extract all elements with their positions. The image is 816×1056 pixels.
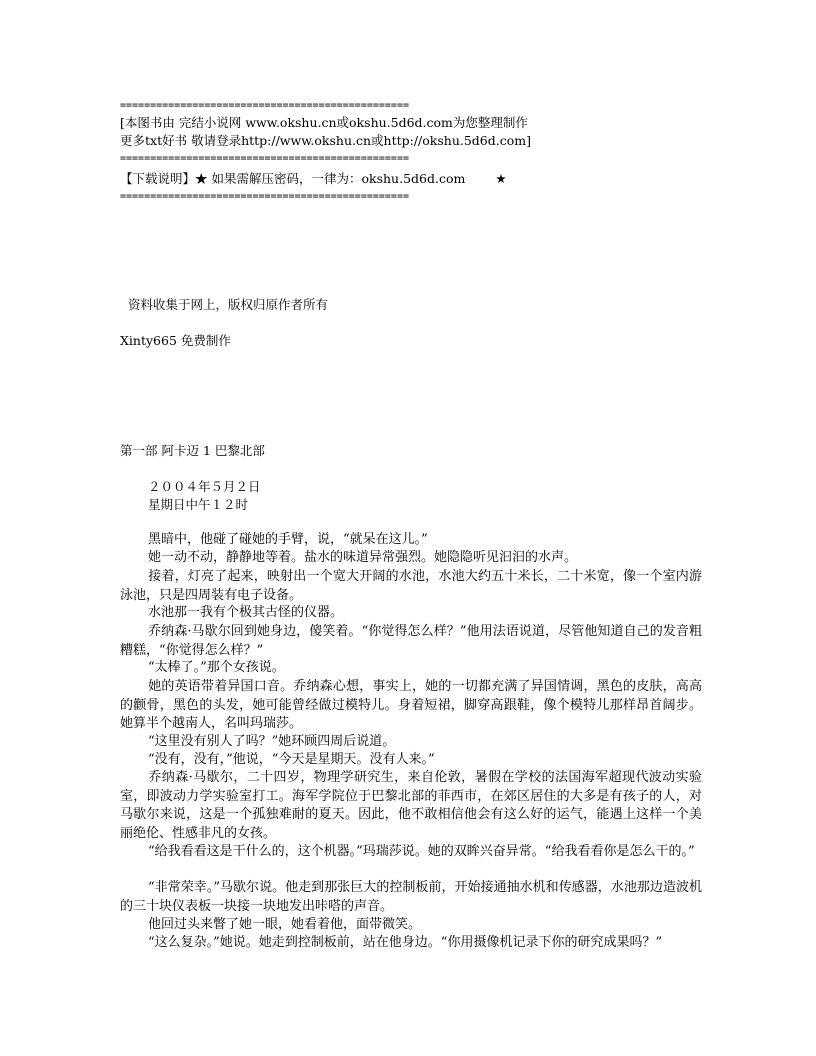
download-note: 【下载说明】★ 如果需解压密码，一律为：okshu.5d6d.com [120,171,466,186]
chapter-time: 星期日中午１２时 [148,497,249,512]
paragraph: 她一动不动，静静地等着。盐水的味道异常强烈。她隐隐听见汩汩的水声。 [148,550,578,565]
paragraph: 乔纳森·马歇尔，二十四岁，物理学研究生，来自伦敦，暑假在学校的法国海军超现代波动实验室，即波动力学实验室打工。海军学院位于巴黎北部的菲西市，在郊区居住的大多是有孩子的人，对马歇尔来说，这是一个孤独难耐的夏天。因此，他不敢相信他会有这么好的运气，能遇上这样一个美丽绝伦、性感非凡的女孩。 [120,770,702,841]
download-note-line [120,170,507,188]
paragraph: 乔纳森·马歇尔回到她身边，傻笑着。“你觉得怎么样？”他用法语说道，尽管他知道自己的发音粗糟糕，“你觉得怎么样？” [120,624,702,658]
paragraph: “太棒了。”那个女孩说。 [148,660,285,675]
chapter-date: ２００４年５月２日 [148,479,261,494]
paragraph: “给我看看这是干什么的，这个机器。”玛瑞莎说。她的双眸兴奋异常。“给我看看你是怎么干的。” [148,844,695,859]
paragraph: 水池那一我有个极其古怪的仪器。 [148,605,344,620]
copyright-note: 资料收集于网上，版权归原作者所有 [128,297,329,312]
paragraph: 他回过头来瞥了她一眼，她看着他，面带微笑。 [148,917,422,932]
header-divider-middle: ================================================ [120,153,409,164]
header-line-1: [本图书由 完结小说网 www.okshu.cn或okshu.5d6d.com为您整理制作 [120,115,528,130]
header-divider-bottom: ================================================ [120,191,409,202]
star-icon: ★ [495,171,507,186]
paragraph: 黑暗中，他碰了碰她的手臂，说，“就呆在这儿。” [148,532,428,547]
header-line-2: 更多txt好书 敬请登录http://www.okshu.cn或http://okshu.5d6d.com] [120,133,531,148]
paragraph: “这里没有别人了吗？”她环顾四周后说道。 [148,734,396,749]
chapter-heading: 第一部 阿卡迈 1 巴黎北部 [120,443,265,458]
maker-credit: Xinty665 免费制作 [120,333,231,348]
paragraph: 她的英语带着异国口音。乔纳森心想，事实上，她的一切都充满了异国情调，黑色的皮肤，高高的颧骨，黑色的头发，她可能曾经做过模特儿。身着短裙，脚穿高跟鞋，像个模特儿那样昂首阔步。她算半个越南人，名叫玛瑞莎。 [120,679,702,731]
paragraph: “非常荣幸。”马歇尔说。他走到那张巨大的控制板前，开始接通抽水机和传感器，水池那边造波机的三十块仪表板一块接一块地发出咔嗒的声音。 [120,880,702,914]
paragraph: 接着，灯亮了起来，映射出一个宽大开阔的水池，水池大约五十米长，二十米宽，像一个室内游泳池，只是四周装有电子设备。 [120,569,702,603]
header-divider-top: ================================================ [120,100,409,111]
paragraph: “没有，没有，”他说，“今天是星期天。没有人来。” [148,752,435,767]
paragraph: “这么复杂。”她说。她走到控制板前，站在他身边。“你用摄像机记录下你的研究成果吗？” [148,935,663,950]
